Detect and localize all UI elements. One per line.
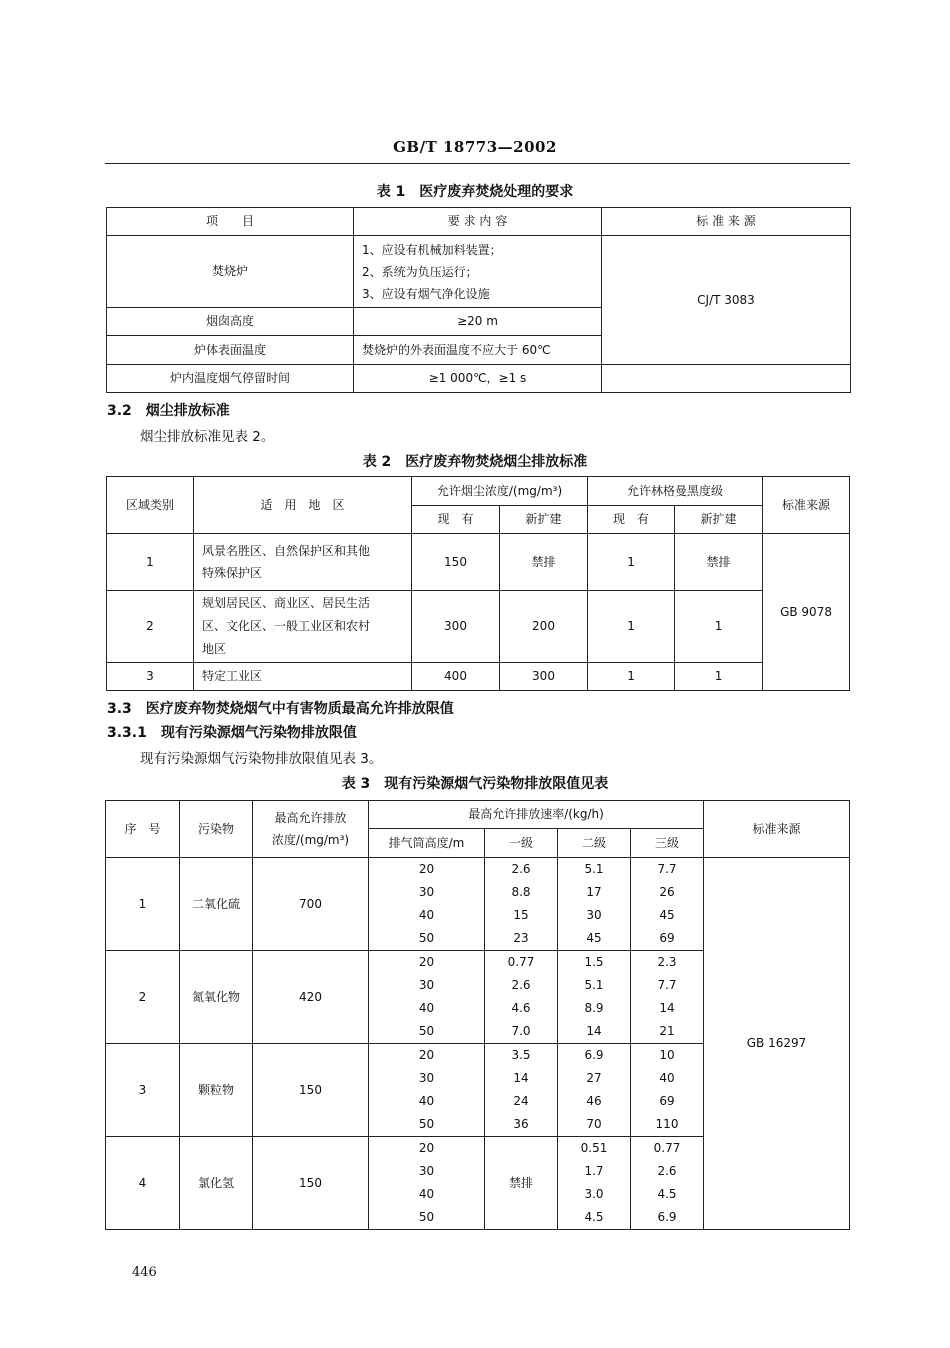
- table3-level3: [631, 858, 704, 951]
- table3-pollutant: 氮氧化物: [180, 951, 253, 1044]
- table2-conc-new: 200: [500, 591, 588, 663]
- table1-row-requirement: 焚烧炉的外表面温度不应大于 60℃: [354, 336, 602, 365]
- table2-zone: 3: [107, 663, 194, 691]
- table3-level3: [631, 1137, 704, 1230]
- table2-conc-existing: 300: [412, 591, 500, 663]
- height-value: 50: [418, 1210, 435, 1224]
- table1-header-source: 标 准 来 源: [602, 208, 851, 236]
- table3-level1: [485, 951, 558, 1044]
- table3-header-no: 序 号: [106, 801, 180, 858]
- table2-zone: 2: [107, 591, 194, 663]
- table1-header-requirement: 要 求 内 容: [354, 208, 602, 236]
- table1-source: CJ/T 3083: [602, 236, 851, 365]
- table2-header-concentration: 允许烟尘浓度/(mg/m³): [412, 477, 588, 506]
- table3-concentration: 420: [253, 951, 369, 1044]
- rate-value: 30: [586, 908, 602, 922]
- table2-header-zone: 区域类别: [107, 477, 194, 534]
- requirement-line: 2、系统为负压运行；: [362, 264, 478, 279]
- rate-value: 36: [513, 1117, 529, 1131]
- table3: [105, 800, 850, 1230]
- rate-value: 69: [659, 931, 675, 945]
- table3-header-rate: 最高允许排放速率/(kg/h): [369, 801, 704, 829]
- table1-empty-cell: [602, 365, 851, 393]
- conc-header-line: 最高允许排放: [274, 811, 347, 825]
- rate-value: 6.9: [584, 1048, 604, 1062]
- height-value: 20: [418, 862, 435, 876]
- page-number: 446: [132, 1265, 157, 1280]
- rate-value: 4.5: [584, 1210, 604, 1224]
- table2-subheader-existing: 现 有: [588, 506, 675, 534]
- area-line: 区、文化区、一般工业区和农村: [202, 619, 371, 633]
- rate-value: 17: [586, 885, 602, 899]
- height-value: 50: [418, 1024, 435, 1038]
- rate-value: 0.77: [507, 955, 535, 969]
- rate-value: 3.5: [511, 1048, 531, 1062]
- height-value: 30: [418, 978, 435, 992]
- height-value: 30: [418, 885, 435, 899]
- table3-level3: [631, 1044, 704, 1137]
- rate-value: 70: [586, 1117, 602, 1131]
- requirement-line: 1、应设有机械加料装置；: [362, 242, 502, 257]
- rate-value: 5.1: [584, 978, 604, 992]
- rate-value: 45: [586, 931, 602, 945]
- height-value: 20: [418, 1141, 435, 1155]
- table1: [106, 207, 851, 393]
- table3-level2: [558, 951, 631, 1044]
- table1-row-requirement: [354, 236, 602, 308]
- height-value: 50: [418, 1117, 435, 1131]
- rate-value: 7.7: [657, 978, 677, 992]
- header-rule: [105, 163, 850, 164]
- height-value: 20: [418, 955, 435, 969]
- table2-header-area: 适 用 地 区: [194, 477, 412, 534]
- table2-conc-new: 300: [500, 663, 588, 691]
- height-value: 30: [418, 1071, 435, 1085]
- rate-value: 2.3: [657, 955, 677, 969]
- rate-value: 7.0: [511, 1024, 531, 1038]
- rate-value: 1.5: [584, 955, 604, 969]
- table2-header-source: 标准来源: [763, 477, 850, 534]
- table3-heights: [369, 951, 485, 1044]
- table1-row-item: 焚烧炉: [107, 236, 354, 308]
- table3-heights: [369, 1137, 485, 1230]
- table3-pollutant: 颗粒物: [180, 1044, 253, 1137]
- rate-value: 3.0: [584, 1187, 604, 1201]
- table2-ring-new: 1: [675, 591, 763, 663]
- section-3-2-title: 3.2 烟尘排放标准: [107, 403, 230, 419]
- table3-heights: [369, 1044, 485, 1137]
- rate-value: 26: [659, 885, 675, 899]
- rate-value: 6.9: [657, 1210, 677, 1224]
- table3-no: 4: [106, 1137, 180, 1230]
- table3-header-pollutant: 污染物: [180, 801, 253, 858]
- table3-header-source: 标准来源: [704, 801, 850, 858]
- section-3-3-title: 3.3 医疗废弃物焚烧烟气中有害物质最高允许排放限值: [107, 701, 454, 717]
- height-value: 20: [418, 1048, 435, 1062]
- table2-ring-existing: 1: [588, 663, 675, 691]
- table2-ring-existing: 1: [588, 534, 675, 591]
- rate-value: 10: [659, 1048, 675, 1062]
- table2-conc-existing: 400: [412, 663, 500, 691]
- rate-value: 69: [659, 1094, 675, 1108]
- table1-row-item: 炉体表面温度: [107, 336, 354, 365]
- table3-concentration: 150: [253, 1044, 369, 1137]
- table3-subheader-level1: 一级: [485, 829, 558, 858]
- table2-area: [194, 591, 412, 663]
- table2-subheader-new: 新扩建: [500, 506, 588, 534]
- table3-subheader-level2: 二级: [558, 829, 631, 858]
- table3-level2: [558, 1137, 631, 1230]
- rate-value: 7.7: [657, 862, 677, 876]
- rate-value: 4.6: [511, 1001, 531, 1015]
- table3-concentration: 700: [253, 858, 369, 951]
- table2-caption: 表 2 医疗废弃物焚烧烟尘排放标准: [362, 454, 588, 470]
- table3-no: 1: [106, 858, 180, 951]
- height-value: 40: [418, 1001, 435, 1015]
- table1-header-item: 项 目: [107, 208, 354, 236]
- table2-area: [194, 534, 412, 591]
- rate-value: 0.51: [580, 1141, 608, 1155]
- conc-header-line: 浓度/(mg/m³): [271, 833, 350, 847]
- rate-value: 5.1: [584, 862, 604, 876]
- table2-ring-new: 禁排: [675, 534, 763, 591]
- height-value: 30: [418, 1164, 435, 1178]
- rate-value: 14: [513, 1071, 529, 1085]
- table1-caption: 表 1 医疗废弃焚烧处理的要求: [376, 184, 574, 200]
- rate-value: 40: [659, 1071, 675, 1085]
- height-value: 40: [418, 1187, 435, 1201]
- table3-heights: [369, 858, 485, 951]
- table1-row-requirement: ≥20 m: [354, 308, 602, 336]
- table2-source: GB 9078: [763, 534, 850, 691]
- standard-code-header: GB/T 18773—2002: [393, 138, 557, 156]
- area-line: 地区: [202, 642, 227, 656]
- table2-subheader-existing: 现 有: [412, 506, 500, 534]
- table3-header-concentration: [253, 801, 369, 858]
- rate-value: 8.8: [511, 885, 531, 899]
- table1-row-item: 烟囱高度: [107, 308, 354, 336]
- table3-no: 3: [106, 1044, 180, 1137]
- table2-ring-existing: 1: [588, 591, 675, 663]
- rate-value: 110: [655, 1117, 679, 1131]
- table3-subheader-level3: 三级: [631, 829, 704, 858]
- table3-level2: [558, 1044, 631, 1137]
- table2: [106, 476, 850, 691]
- area-line: 规划居民区、商业区、居民生活: [202, 596, 371, 610]
- table1-row-item: 炉内温度烟气停留时间: [107, 365, 354, 393]
- table3-level1: [485, 1044, 558, 1137]
- rate-value: 27: [586, 1071, 602, 1085]
- table2-area: 特定工业区: [194, 663, 412, 691]
- rate-value: 4.5: [657, 1187, 677, 1201]
- section-3-2-text: 烟尘排放标准见表 2。: [140, 429, 275, 445]
- height-value: 50: [418, 931, 435, 945]
- area-line: 特殊保护区: [202, 566, 263, 580]
- table3-level1: [485, 858, 558, 951]
- rate-value: 21: [659, 1024, 675, 1038]
- table2-ring-new: 1: [675, 663, 763, 691]
- table2-conc-new: 禁排: [500, 534, 588, 591]
- table3-level1-banned: 禁排: [485, 1137, 558, 1230]
- rate-value: 45: [659, 908, 675, 922]
- area-line: 风景名胜区、自然保护区和其他: [202, 544, 371, 558]
- table2-conc-existing: 150: [412, 534, 500, 591]
- rate-value: 2.6: [511, 978, 531, 992]
- rate-value: 2.6: [657, 1164, 677, 1178]
- rate-value: 2.6: [511, 862, 531, 876]
- table3-caption: 表 3 现有污染源烟气污染物排放限值见表: [341, 776, 609, 792]
- rate-value: 15: [513, 908, 529, 922]
- table3-level3: [631, 951, 704, 1044]
- section-3-3-1-text: 现有污染源烟气污染物排放限值见表 3。: [140, 751, 383, 767]
- table3-subheader-height: 排气筒高度/m: [369, 829, 485, 858]
- table3-level2: [558, 858, 631, 951]
- rate-value: 24: [513, 1094, 529, 1108]
- rate-value: 14: [659, 1001, 675, 1015]
- requirement-line: 3、应设有烟气净化设施: [362, 286, 490, 301]
- table2-zone: 1: [107, 534, 194, 591]
- section-3-3-1-title: 3.3.1 现有污染源烟气污染物排放限值: [107, 725, 357, 741]
- table3-pollutant: 氯化氢: [180, 1137, 253, 1230]
- height-value: 40: [418, 908, 435, 922]
- height-value: 40: [418, 1094, 435, 1108]
- rate-value: 23: [513, 931, 529, 945]
- table2-header-ringelmann: 允许林格曼黑度级: [588, 477, 763, 506]
- table1-row-requirement: ≥1 000℃，≥1 s: [354, 365, 602, 393]
- rate-value: 1.7: [584, 1164, 604, 1178]
- rate-value: 0.77: [653, 1141, 681, 1155]
- rate-value: 14: [586, 1024, 602, 1038]
- table3-source: GB 16297: [704, 858, 850, 1230]
- rate-value: 46: [586, 1094, 602, 1108]
- table3-no: 2: [106, 951, 180, 1044]
- rate-value: 8.9: [584, 1001, 604, 1015]
- table2-subheader-new: 新扩建: [675, 506, 763, 534]
- table3-concentration: 150: [253, 1137, 369, 1230]
- table3-pollutant: 二氧化硫: [180, 858, 253, 951]
